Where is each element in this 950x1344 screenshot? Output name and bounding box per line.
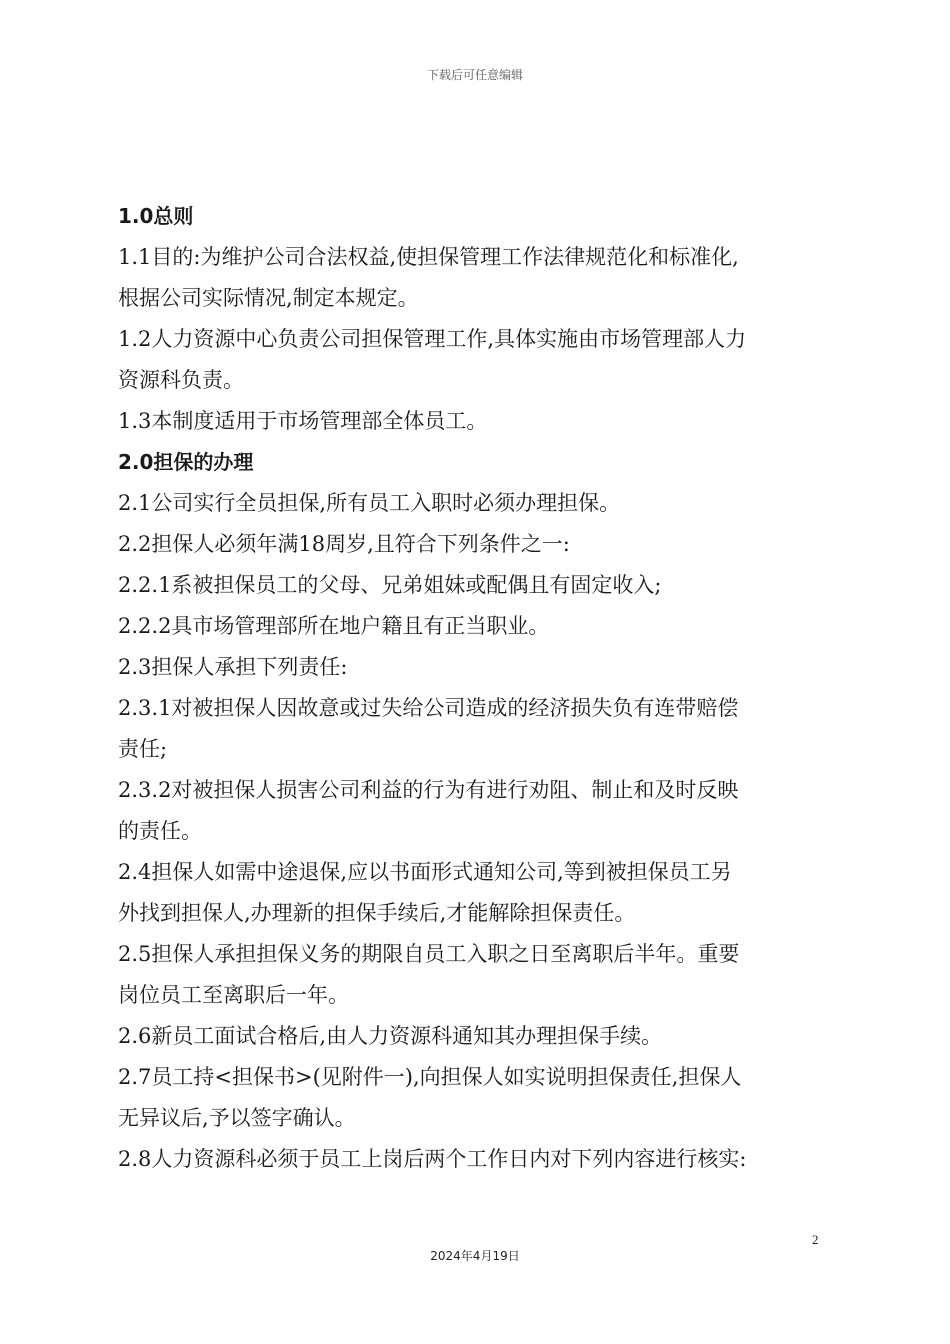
paragraph-line: 岗位员工至离职后一年。 — [118, 983, 349, 1007]
paragraph-line: 2.3.1对被担保人因故意或过失给公司造成的经济损失负有连带赔偿 — [118, 696, 739, 720]
paragraph-line: 根据公司实际情况,制定本规定。 — [118, 286, 419, 310]
paragraph-line: 资源科负责。 — [118, 368, 244, 392]
paragraph-line: 无异议后,予以签字确认。 — [118, 1106, 356, 1130]
paragraph-line: 2.5担保人承担担保义务的期限自员工入职之日至离职后半年。重要 — [118, 942, 740, 966]
paragraph-line: 外找到担保人,办理新的担保手续后,才能解除担保责任。 — [118, 901, 636, 925]
paragraph-line: 2.4担保人如需中途退保,应以书面形式通知公司,等到被担保员工另 — [118, 860, 732, 884]
paragraph-line: 2.3担保人承担下列责任: — [118, 655, 348, 679]
section-heading: 1.0总则 — [118, 204, 194, 228]
paragraph-line: 2.1公司实行全员担保,所有员工入职时必须办理担保。 — [118, 491, 621, 515]
section-heading: 2.0担保的办理 — [118, 450, 254, 474]
paragraph-line: 2.2.2具市场管理部所在地户籍且有正当职业。 — [118, 614, 550, 638]
paragraph-line: 2.7员工持<担保书>(见附件一),向担保人如实说明担保责任,担保人 — [118, 1065, 742, 1089]
page-header: 下载后可任意编辑 — [426, 68, 523, 82]
paragraph-line: 责任; — [118, 737, 168, 761]
paragraph-line: 2.8人力资源科必须于员工上岗后两个工作日内对下列内容进行核实: — [118, 1147, 747, 1171]
paragraph-line: 2.2担保人必须年满18周岁,且符合下列条件之一: — [118, 532, 570, 556]
paragraph-line: 1.2人力资源中心负责公司担保管理工作,具体实施由市场管理部人力 — [118, 327, 747, 351]
paragraph-line: 2.3.2对被担保人损害公司利益的行为有进行劝阻、制止和及时反映 — [118, 778, 739, 802]
page-footer-date: 2024年4月19日 — [430, 1249, 520, 1263]
paragraph-line: 1.1目的:为维护公司合法权益,使担保管理工作法律规范化和标准化, — [118, 245, 739, 269]
document-body — [118, 196, 832, 1180]
paragraph-line: 2.6新员工面试合格后,由人力资源科通知其办理担保手续。 — [118, 1024, 663, 1048]
page-number: 2 — [812, 1232, 819, 1247]
paragraph-line: 1.3本制度适用于市场管理部全体员工。 — [118, 409, 488, 433]
paragraph-line: 2.2.1系被担保员工的父母、兄弟姐妹或配偶且有固定收入; — [118, 573, 662, 597]
paragraph-line: 的责任。 — [118, 819, 202, 843]
